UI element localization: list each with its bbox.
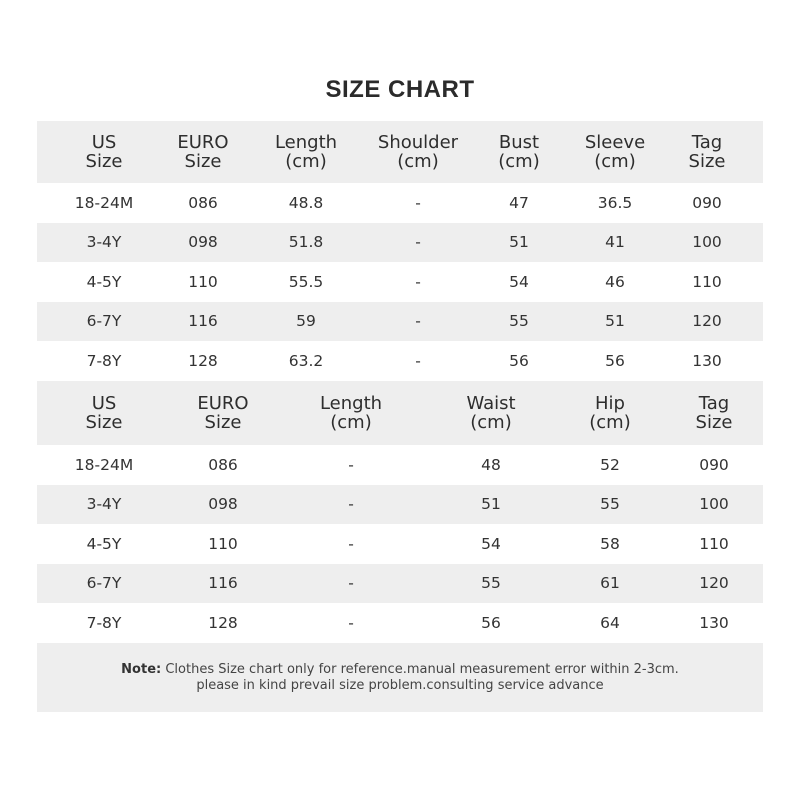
cell-waist: 48 <box>481 455 501 474</box>
cell-length: 51.8 <box>288 233 324 252</box>
table-row <box>37 485 763 525</box>
cell-tag-size: 100 <box>699 495 729 514</box>
header-tag-size: Tag Size <box>688 132 726 172</box>
header-waist: Waist (cm) <box>466 393 516 433</box>
cell-euro-size: 128 <box>188 351 218 370</box>
cell-shoulder: - <box>415 233 421 252</box>
cell-shoulder: - <box>415 193 421 212</box>
cell-length: - <box>348 495 354 514</box>
table-header-row <box>37 121 763 183</box>
header-length: Length (cm) <box>319 393 383 433</box>
cell-bust: 54 <box>509 272 529 291</box>
page-title: SIZE CHART <box>325 76 475 103</box>
cell-sleeve: 46 <box>605 272 625 291</box>
cell-tag-size: 090 <box>699 455 729 474</box>
cell-hip: 55 <box>600 495 620 514</box>
cell-us-size: 7-8Y <box>86 351 122 370</box>
cell-euro-size: 098 <box>208 495 238 514</box>
cell-bust: 56 <box>509 351 529 370</box>
cell-length: - <box>348 574 354 593</box>
note-label: Note: <box>121 661 162 677</box>
note-text-1: Clothes Size chart only for reference.manual measurement error within 2-3cm. <box>161 661 679 677</box>
cell-waist: 56 <box>481 613 501 632</box>
cell-us-size: 3-4Y <box>86 233 122 252</box>
cell-sleeve: 51 <box>605 312 625 331</box>
cell-sleeve: 36.5 <box>597 193 633 212</box>
table-row <box>37 262 763 302</box>
cell-tag-size: 120 <box>692 312 722 331</box>
cell-length: - <box>348 455 354 474</box>
table-row <box>37 524 763 564</box>
cell-us-size: 18-24M <box>74 193 134 212</box>
cell-euro-size: 128 <box>208 613 238 632</box>
cell-us-size: 6-7Y <box>86 312 122 331</box>
cell-sleeve: 56 <box>605 351 625 370</box>
cell-tag-size: 090 <box>692 193 722 212</box>
header-shoulder: Shoulder (cm) <box>377 132 459 172</box>
cell-sleeve: 41 <box>605 233 625 252</box>
cell-euro-size: 110 <box>188 272 218 291</box>
table-row <box>37 183 763 223</box>
header-us-size: US Size <box>85 393 123 433</box>
header-sleeve: Sleeve (cm) <box>584 132 646 172</box>
header-us-size: US Size <box>85 132 123 172</box>
cell-length: - <box>348 613 354 632</box>
cell-shoulder: - <box>415 312 421 331</box>
cell-hip: 52 <box>600 455 620 474</box>
size-table-bottoms <box>37 381 763 643</box>
table-row <box>37 302 763 342</box>
cell-us-size: 3-4Y <box>86 495 122 514</box>
header-euro-size: EURO Size <box>177 132 229 172</box>
header-length: Length (cm) <box>274 132 338 172</box>
header-bust: Bust (cm) <box>498 132 540 172</box>
cell-tag-size: 130 <box>692 351 722 370</box>
cell-us-size: 7-8Y <box>86 613 122 632</box>
cell-euro-size: 110 <box>208 534 238 553</box>
cell-us-size: 6-7Y <box>86 574 122 593</box>
header-euro-size: EURO Size <box>197 393 249 433</box>
cell-length: 55.5 <box>288 272 324 291</box>
cell-tag-size: 130 <box>699 613 729 632</box>
cell-length: 48.8 <box>288 193 324 212</box>
cell-shoulder: - <box>415 351 421 370</box>
cell-hip: 64 <box>600 613 620 632</box>
table-row <box>37 223 763 263</box>
cell-waist: 55 <box>481 574 501 593</box>
cell-us-size: 18-24M <box>74 455 134 474</box>
note-box <box>37 643 763 712</box>
cell-euro-size: 098 <box>188 233 218 252</box>
cell-tag-size: 100 <box>692 233 722 252</box>
note-line-1 <box>121 662 679 678</box>
note-line-2: please in kind prevail size problem.consulting service advance <box>196 677 604 693</box>
cell-hip: 61 <box>600 574 620 593</box>
cell-euro-size: 116 <box>208 574 238 593</box>
cell-length: 59 <box>296 312 316 331</box>
cell-us-size: 4-5Y <box>86 534 122 553</box>
table-row <box>37 603 763 643</box>
cell-waist: 51 <box>481 495 501 514</box>
table-row <box>37 564 763 604</box>
cell-bust: 55 <box>509 312 529 331</box>
cell-tag-size: 110 <box>699 534 729 553</box>
cell-us-size: 4-5Y <box>86 272 122 291</box>
cell-shoulder: - <box>415 272 421 291</box>
cell-bust: 51 <box>509 233 529 252</box>
table-row <box>37 341 763 381</box>
header-tag-size: Tag Size <box>695 393 733 433</box>
cell-tag-size: 120 <box>699 574 729 593</box>
cell-bust: 47 <box>509 193 529 212</box>
cell-euro-size: 086 <box>208 455 238 474</box>
cell-hip: 58 <box>600 534 620 553</box>
size-table-tops <box>37 121 763 381</box>
cell-length: 63.2 <box>288 351 324 370</box>
header-hip: Hip (cm) <box>589 393 631 433</box>
table-header-row <box>37 381 763 445</box>
cell-waist: 54 <box>481 534 501 553</box>
cell-euro-size: 086 <box>188 193 218 212</box>
table-row <box>37 445 763 485</box>
cell-tag-size: 110 <box>692 272 722 291</box>
cell-length: - <box>348 534 354 553</box>
cell-euro-size: 116 <box>188 312 218 331</box>
